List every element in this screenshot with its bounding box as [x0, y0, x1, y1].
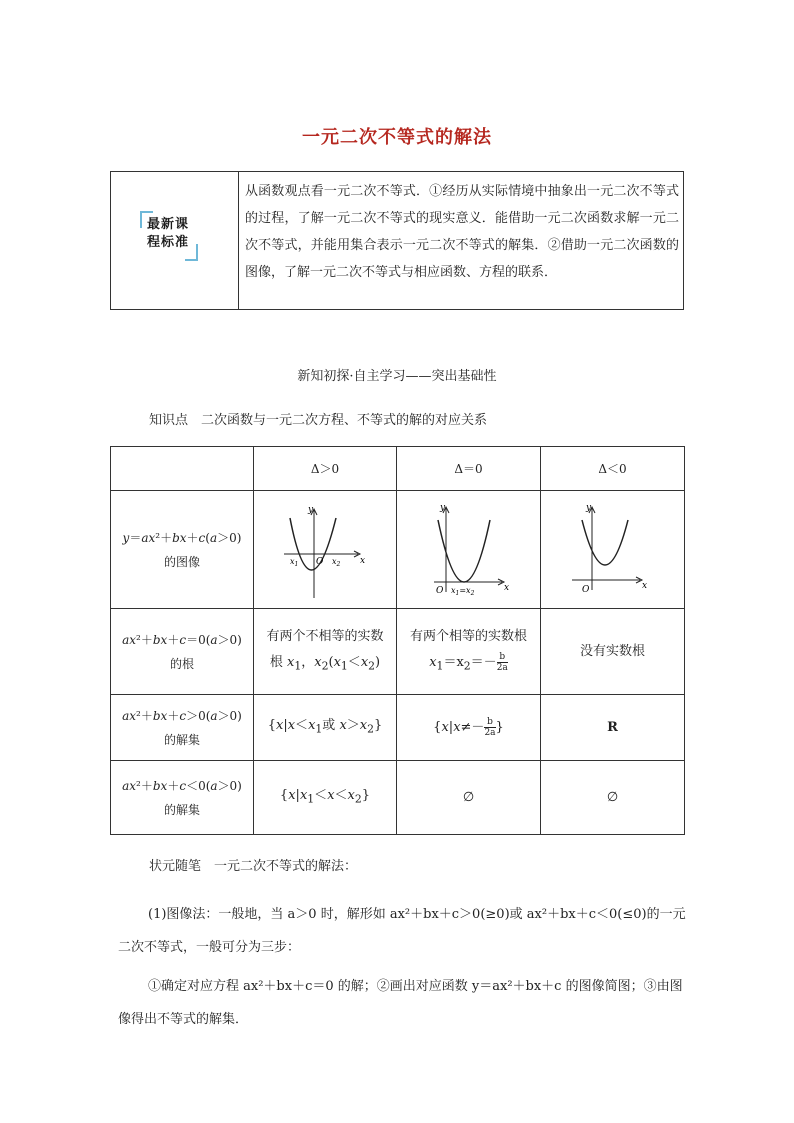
knowledge-point: 知识点 二次函数与一元二次方程、不等式的解的对应关系 — [149, 413, 488, 428]
row-label-graph: y＝ax²＋bx＋c(a＞0) 的图像 — [111, 491, 254, 609]
y-axis-label: y — [585, 502, 591, 513]
header-delta-negative: Δ＜0 — [541, 447, 685, 491]
less-inequality-expression: ax²＋bx＋c＜0(a＞0) — [122, 778, 242, 793]
origin-label: O — [316, 556, 324, 567]
y-axis-label: y — [308, 504, 314, 515]
function-expression: y＝ax²＋bx＋c(a＞0) — [122, 530, 242, 545]
row-label-greater-set: ax²＋bx＋c＞0(a＞0) 的解集 — [111, 695, 254, 761]
graph-cell-zero — [397, 491, 541, 609]
table-row-graph — [111, 491, 685, 609]
parabola-two-roots-graph — [280, 500, 370, 600]
greater-set-cell-negative: R — [541, 695, 685, 761]
header-empty-cell — [111, 447, 254, 491]
x-axis-label: x — [360, 555, 366, 566]
standard-badge-cell — [111, 172, 239, 309]
notes-paragraph-1: (1)图像法：一般地，当 a＞0 时，解形如 ax²＋bx＋c＞0(≥0)或 ax²＋bx＋c＜0(≤0)的一元二次不等式，一般可分为三步： — [118, 907, 686, 955]
parabola-one-root-graph — [424, 500, 514, 600]
roots-cell-negative: 没有实数根 — [541, 609, 685, 695]
root-x2-label: $x_2$ — [332, 556, 341, 568]
badge-line-2: 程标准 — [147, 235, 190, 250]
origin-label: O — [435, 585, 443, 596]
y-axis-label: y — [439, 502, 445, 513]
header-delta-zero: Δ＝0 — [397, 447, 541, 491]
parabola-no-root-graph — [568, 500, 658, 600]
double-root-label: $x_1=x_2$ — [450, 585, 474, 597]
root-x1-label: $x_1$ — [290, 556, 299, 568]
equation-expression: ax²＋bx＋c＝0(a＞0) — [122, 632, 242, 647]
curriculum-standard-box — [110, 171, 684, 310]
table-header-row — [111, 447, 685, 491]
greater-set-cell-zero — [397, 695, 541, 761]
table-row-less-set — [111, 761, 685, 835]
section-heading: 新知初探·自主学习——突出基础性 — [297, 369, 497, 384]
double-root-expression: $x_1=x_2=-$ $\frac{b}{2a}$ — [429, 651, 508, 673]
roots-cell-positive: 有两个不相等的实数 根 $x_1$，$x_2(x_1<x_2)$ — [254, 609, 397, 695]
row-label-roots: ax²＋bx＋c＝0(a＞0) 的根 — [111, 609, 254, 695]
greater-set-zero-expression: {x|x≠－ $\frac{b}{2a}$ } — [433, 716, 504, 738]
origin-label: O — [581, 584, 589, 595]
standard-text: 从函数观点看一元二次不等式．①经历从实际情境中抽象出一元二次不等式的过程，了解一元二次不等式的现实意义．能借助一元二次函数求解一元二次不等式，并能用集合表示一元二次不等式的解集．②借助一元二次函数的图像，了解一元二次不等式与相应函数、方程的联系． — [245, 184, 679, 280]
greater-set-expression: {$x|x<x_1$或 $x>x_2$} — [267, 717, 383, 736]
header-delta-positive: Δ＞0 — [254, 447, 397, 491]
greater-set-cell-positive — [254, 695, 397, 761]
graph-cell-positive — [254, 491, 397, 609]
badge-line-1: 最新课 — [147, 217, 190, 232]
x-axis-label: x — [503, 582, 509, 593]
less-set-cell-zero: ∅ — [397, 761, 541, 835]
x-axis-label: x — [641, 580, 647, 591]
less-set-cell-negative: ∅ — [541, 761, 685, 835]
standard-badge — [139, 210, 199, 262]
table-row-roots — [111, 609, 685, 695]
graph-cell-negative — [541, 491, 685, 609]
less-set-expression: $\{x|x_1<x<x_2\}$ — [279, 787, 371, 806]
notes-paragraph-2: ①确定对应方程 ax²＋bx＋c＝0 的解；②画出对应函数 y＝ax²＋bx＋c 的图像简图；③由图像得出不等式的解集． — [118, 979, 683, 1027]
notes-heading: 状元随笔 一元二次不等式的解法： — [149, 859, 358, 874]
less-set-cell-positive — [254, 761, 397, 835]
row-label-less-set: ax²＋bx＋c＜0(a＞0) 的解集 — [111, 761, 254, 835]
table-row-greater-set — [111, 695, 685, 761]
greater-inequality-expression: ax²＋bx＋c＞0(a＞0) — [122, 708, 242, 723]
page-title: 一元二次不等式的解法 — [302, 127, 492, 148]
correspondence-table — [110, 446, 685, 835]
two-roots-expression: 根 $x_1$，$x_2(x_1<x_2)$ — [269, 654, 381, 673]
roots-cell-zero: 有两个相等的实数根 $x_1=x_2=-$ $\frac{b}{2a}$ — [397, 609, 541, 695]
